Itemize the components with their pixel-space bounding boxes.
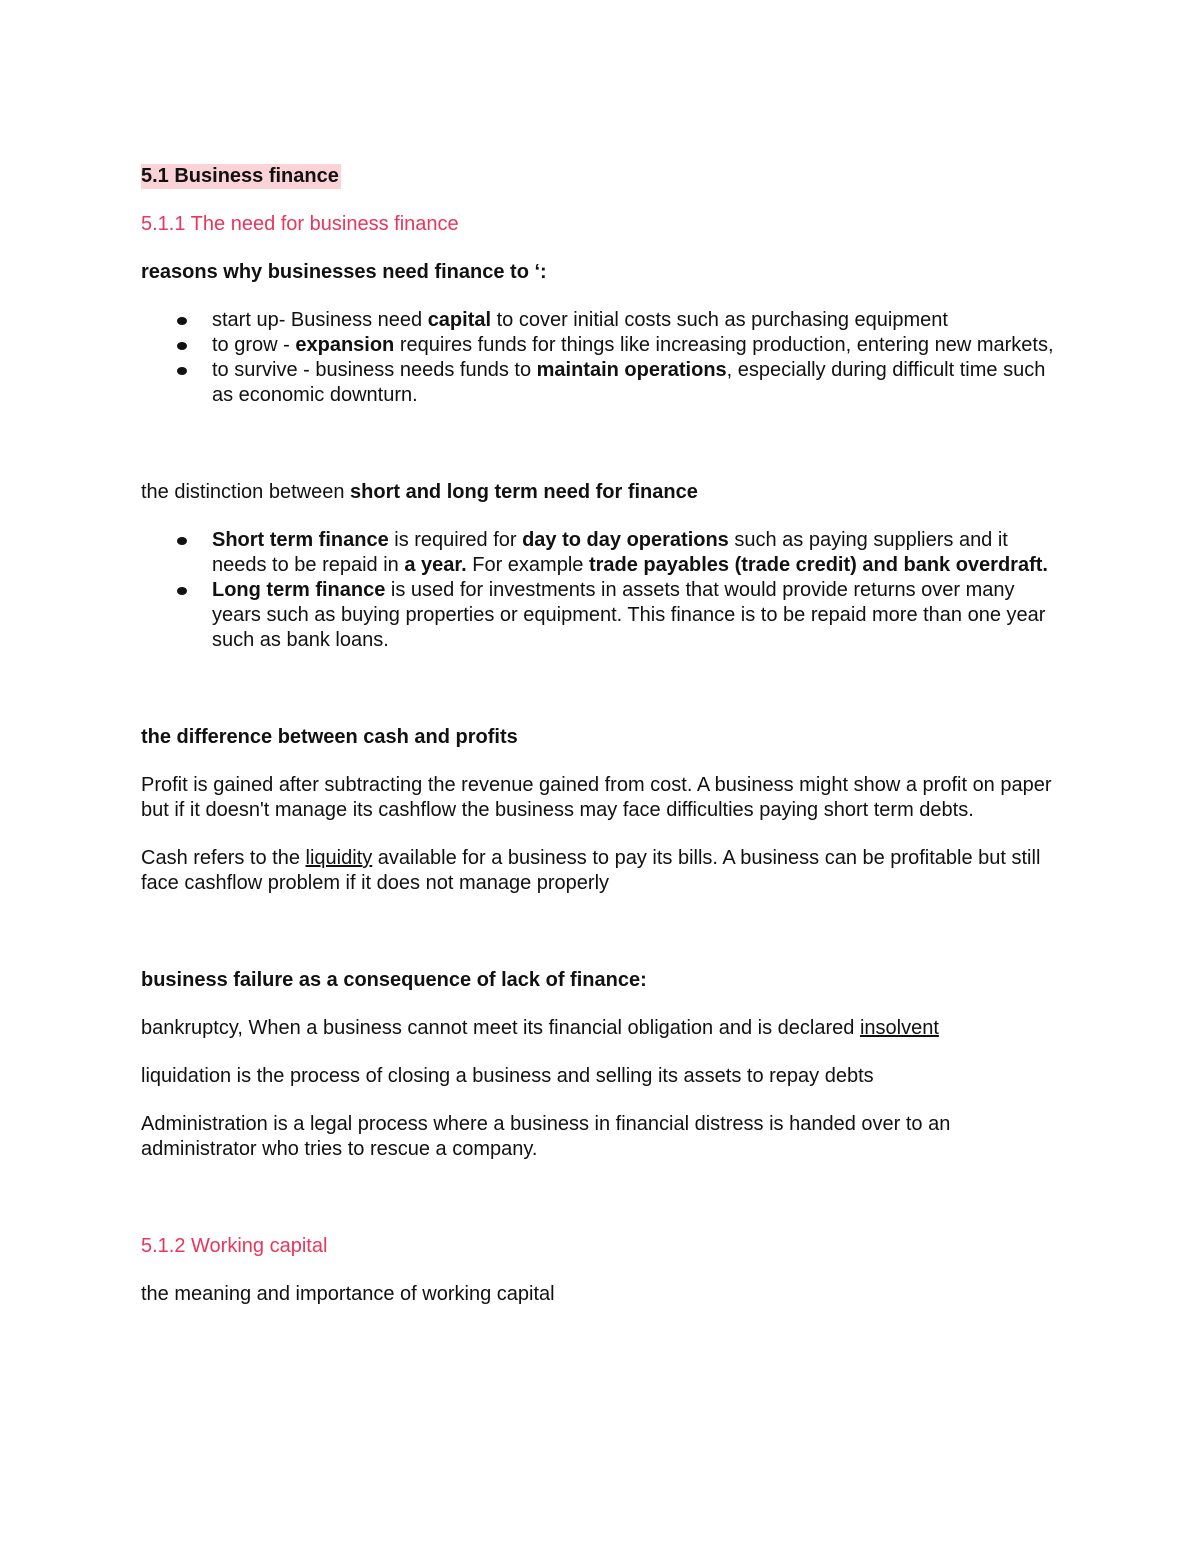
cash-profits-heading: the difference between cash and profits	[141, 726, 518, 748]
bullet-icon	[177, 317, 187, 325]
document-page	[141, 164, 1061, 1307]
list-item: Long term finance is used for investments in assets that would provide returns over many years such as buying properties or equipment. This finance is to be repaid more than one year such as bank loans.	[141, 578, 1061, 653]
list-item: start up- Business need capital to cover initial costs such as purchasing equipment	[141, 308, 1061, 333]
finance-term-list	[141, 528, 1061, 653]
list-item: to grow - expansion requires funds for things like increasing production, entering new markets,	[141, 333, 1061, 358]
list-item: Short term finance is required for day to day operations such as paying suppliers and it needs to be repaid in a year. For example trade payables (trade credit) and bank overdraft.	[141, 528, 1061, 578]
failure-heading: business failure as a consequence of lack of finance:	[141, 969, 647, 991]
cash-paragraph: Cash refers to the liquidity available for a business to pay its bills. A business can be profitable but still face cashflow problem if it does not manage properly	[141, 847, 1041, 894]
profit-paragraph: Profit is gained after subtracting the revenue gained from cost. A business might show a profit on paper but if it doesn't manage its cashflow the business may face difficulties paying short term debts.	[141, 774, 1052, 821]
reasons-intro: reasons why businesses need finance to ‘:	[141, 261, 547, 283]
bankruptcy-paragraph: bankruptcy, When a business cannot meet its financial obligation and is declared insolvent	[141, 1017, 939, 1039]
liquidation-paragraph: liquidation is the process of closing a business and selling its assets to repay debts	[141, 1065, 874, 1087]
title-line	[141, 164, 1061, 189]
distinction-intro: the distinction between short and long term need for finance	[141, 481, 698, 503]
page-title: 5.1 Business finance	[141, 165, 339, 187]
bullet-icon	[177, 342, 187, 350]
list-item: to survive - business needs funds to maintain operations, especially during difficult time such as economic downturn.	[141, 358, 1061, 408]
reasons-list	[141, 308, 1061, 408]
bullet-icon	[177, 367, 187, 375]
working-capital-line: the meaning and importance of working capital	[141, 1283, 555, 1305]
bullet-icon	[177, 587, 187, 595]
section-511-heading: 5.1.1 The need for business finance	[141, 213, 459, 235]
administration-paragraph: Administration is a legal process where a business in financial distress is handed over to an administrator who tries to rescue a company.	[141, 1113, 951, 1160]
bullet-icon	[177, 537, 187, 545]
section-512-heading: 5.1.2 Working capital	[141, 1235, 328, 1257]
